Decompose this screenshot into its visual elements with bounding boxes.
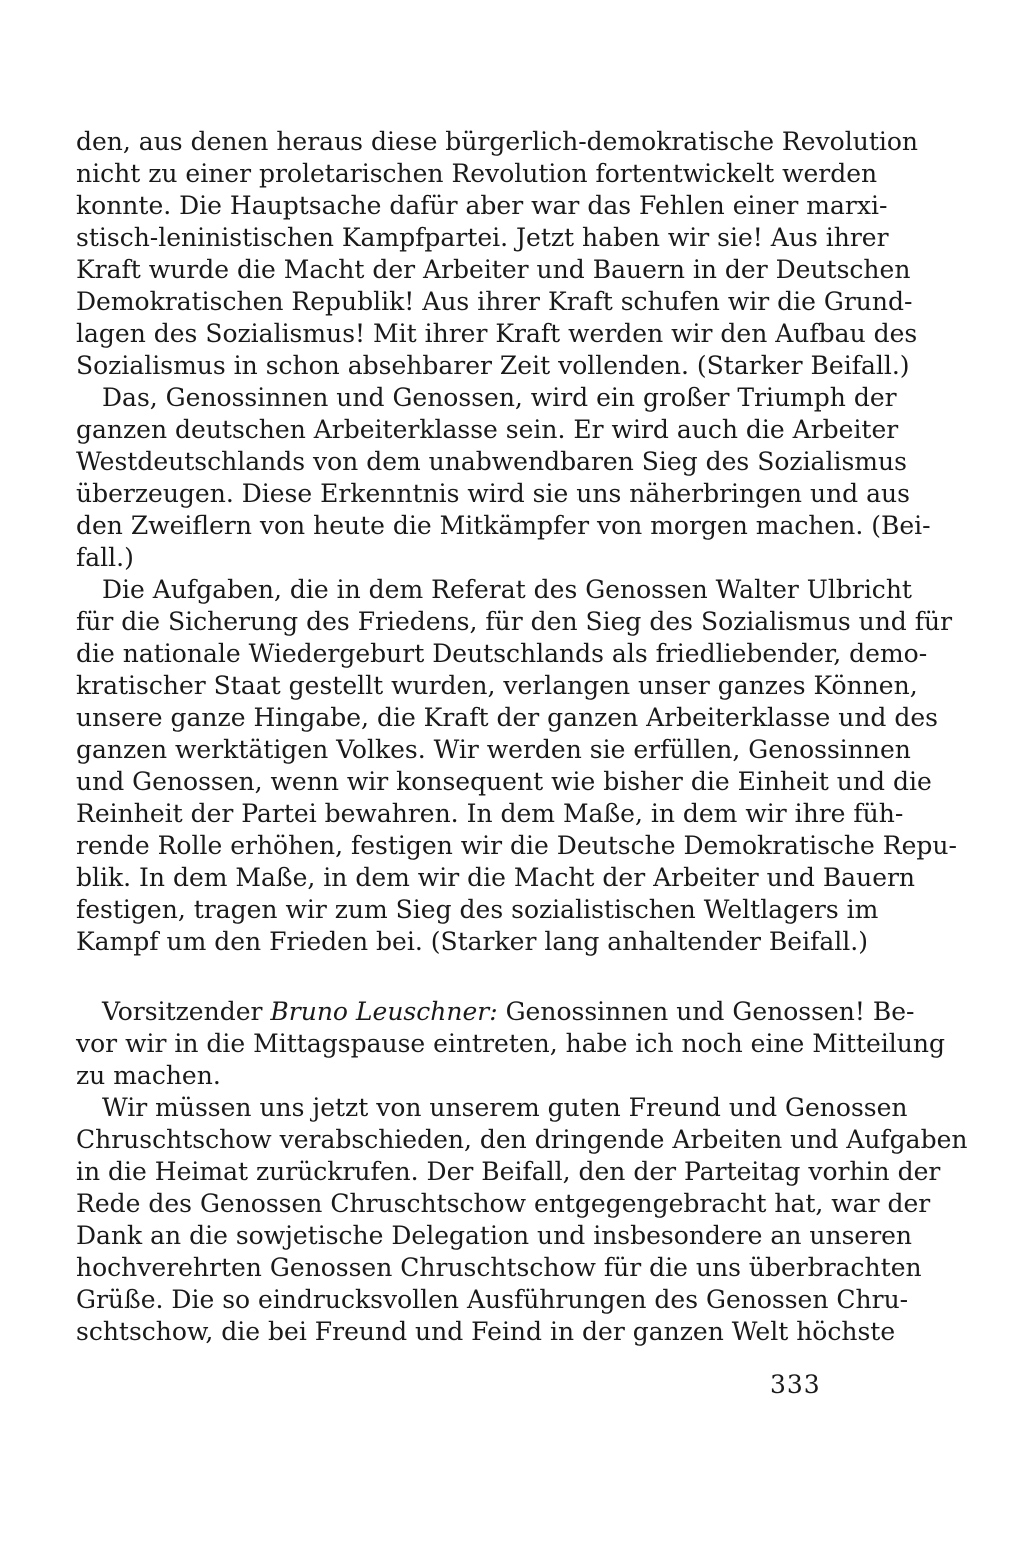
paragraph-2 — [76, 382, 931, 574]
text-line: Kampf um den Frieden bei. (Starker lang anhaltender Beifall.) — [76, 927, 868, 956]
text-line: schtschow, die bei Freund und Feind in der ganzen Welt höchste — [76, 1317, 896, 1346]
text-line: Wir müssen uns jetzt von unserem guten Freund und Genossen — [102, 1093, 908, 1122]
text-line: ganzen werktätigen Volkes. Wir werden sie erfüllen, Genossinnen — [76, 735, 911, 764]
text-line: Dank an die sowjetische Delegation und insbesondere an unseren — [76, 1221, 913, 1250]
text-line: die nationale Wiedergeburt Deutschlands als friedliebender, demo- — [76, 639, 928, 668]
speaker-paragraph — [76, 996, 945, 1092]
text-line: für die Sicherung des Friedens, für den Sieg des Sozialismus und für — [76, 607, 953, 636]
text-line: kratischer Staat gestellt wurden, verlangen unser ganzes Können, — [76, 671, 918, 700]
text-line: den Zweiflern von heute die Mitkämpfer von morgen machen. (Bei- — [76, 511, 931, 540]
text-line: überzeugen. Diese Erkenntnis wird sie uns näherbringen und aus — [76, 479, 910, 508]
text-line: stisch-leninistischen Kampfpartei. Jetzt haben wir sie! Aus ihrer — [76, 223, 889, 252]
text-line: Reinheit der Partei bewahren. In dem Maße, in dem wir ihre füh- — [76, 799, 904, 828]
text-line: Rede des Genossen Chruschtschow entgegengebracht hat, war der — [76, 1189, 931, 1218]
text-line: und Genossen, wenn wir konsequent wie bisher die Einheit und die — [76, 767, 932, 796]
text-line: fall.) — [76, 543, 134, 572]
text-line: den, aus denen heraus diese bürgerlich-demokratische Revolution — [76, 127, 919, 156]
text-line: Sozialismus in schon absehbarer Zeit vollenden. (Starker Beifall.) — [76, 351, 910, 380]
section-gap — [76, 958, 851, 996]
text-line: in die Heimat zurückrufen. Der Beifall, den der Parteitag vorhin der — [76, 1157, 941, 1186]
speaker-text: Genossinnen und Genossen! Be- — [497, 997, 915, 1026]
text-line: konnte. Die Hauptsache dafür aber war das Fehlen einer marxi- — [76, 191, 888, 220]
paragraph-1 — [76, 126, 919, 382]
paragraph-final — [76, 1092, 968, 1348]
text-line: Demokratischen Republik! Aus ihrer Kraft schufen wir die Grund- — [76, 287, 913, 316]
text-line: blik. In dem Maße, in dem wir die Macht der Arbeiter und Bauern — [76, 863, 916, 892]
text-line — [76, 996, 915, 1028]
speaker-name: Bruno Leuschner: — [270, 997, 498, 1026]
text-line: Westdeutschlands von dem unabwendbaren Sieg des Sozialismus — [76, 447, 907, 476]
text-line: Grüße. Die so eindrucksvollen Ausführungen des Genossen Chru- — [76, 1285, 909, 1314]
text-line: rende Rolle erhöhen, festigen wir die Deutsche Demokratische Repu- — [76, 831, 957, 860]
text-line: Chruschtschow verabschieden, den dringende Arbeiten und Aufgaben — [76, 1125, 968, 1154]
text-line: nicht zu einer proletarischen Revolution fortentwickelt werden — [76, 159, 878, 188]
page-number: 333 — [770, 1370, 821, 1399]
page-body — [76, 126, 968, 1348]
text-line: Kraft wurde die Macht der Arbeiter und Bauern in der Deutschen — [76, 255, 911, 284]
text-line: lagen des Sozialismus! Mit ihrer Kraft werden wir den Aufbau des — [76, 319, 918, 348]
text-line: vor wir in die Mittagspause eintreten, habe ich noch eine Mitteilung — [76, 1029, 945, 1058]
speaker-prefix: Vorsitzender — [102, 997, 271, 1026]
paragraph-3 — [76, 574, 957, 958]
text-line: festigen, tragen wir zum Sieg des sozialistischen Weltlagers im — [76, 895, 879, 924]
text-line: unsere ganze Hingabe, die Kraft der ganzen Arbeiterklasse und des — [76, 703, 938, 732]
text-line: Die Aufgaben, die in dem Referat des Genossen Walter Ulbricht — [102, 575, 912, 604]
text-line: ganzen deutschen Arbeiterklasse sein. Er wird auch die Arbeiter — [76, 415, 899, 444]
text-line: Das, Genossinnen und Genossen, wird ein großer Triumph der — [102, 383, 897, 412]
text-line: zu machen. — [76, 1061, 221, 1090]
text-line: hochverehrten Genossen Chruschtschow für die uns überbrachten — [76, 1253, 922, 1282]
